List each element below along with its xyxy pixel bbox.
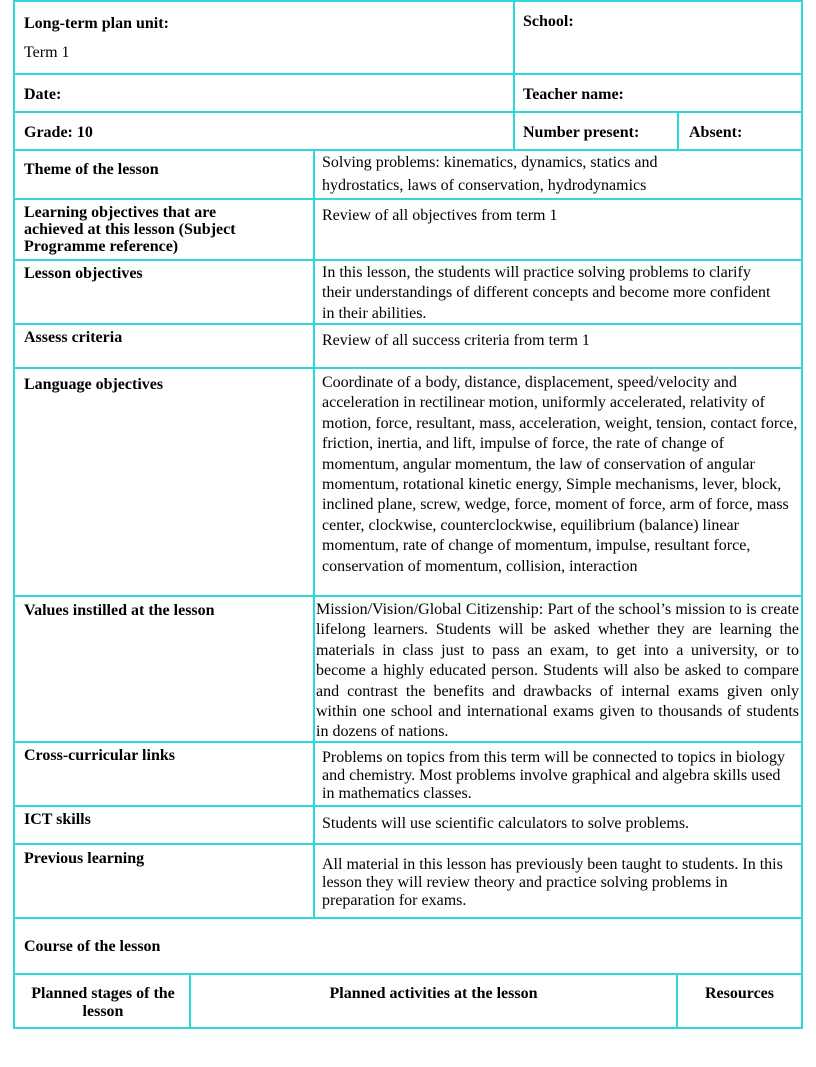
resources-header-cell (676, 973, 803, 1029)
cross-curricular-label: Cross-curricular links (24, 747, 175, 764)
teacher-cell (513, 73, 803, 113)
planned-activities-header-cell (189, 973, 678, 1029)
assess-criteria-value: Review of all success criteria from term 1 (322, 332, 590, 349)
lesson-objectives-label-cell (13, 259, 315, 325)
ict-skills-label-cell (13, 805, 315, 845)
values-value-cell (313, 595, 803, 743)
values-label: Values instilled at the lesson (24, 602, 215, 619)
theme-value-line2: hydrostatics, laws of conservation, hydrodynamics (322, 177, 647, 194)
previous-learning-label-cell (13, 843, 315, 919)
learning-objectives-label-cell (13, 198, 315, 261)
theme-label: Theme of the lesson (24, 161, 159, 178)
lesson-objectives-value: In this lesson, the students will practice solving problems to clarify their understandings of different concepts and become more confident in their abilities. (322, 264, 771, 322)
previous-learning-label: Previous learning (24, 850, 145, 867)
language-objectives-value: Coordinate of a body, distance, displacement, speed/velocity and acceleration in rectilinear motion, uniformly accelerated, relativity of motion, force, resultant, mass, acceleration, weight, tension, contact force, friction, inertia, and lift, impulse of force, the rate of change of momentum, angular momentum, the law of conservation of angular momentum, rotational kinetic energy, Simple mechanisms, lever, block, inclined plane, screw, wedge, force, moment of force, arm of force, mass center, clockwise, counterclockwise, equilibrium (balance) linear momentum, rate of change of momentum, impulse, resultant force, conservation of momentum, collision, interaction (322, 374, 798, 575)
cross-curricular-label-cell (13, 741, 315, 807)
planned-stages-header: Planned stages of the lesson (31, 985, 175, 1020)
learning-objectives-value: Review of all objectives from term 1 (322, 207, 558, 224)
long-term-plan-label: Long-term plan unit: (24, 15, 169, 32)
resources-header: Resources (704, 985, 775, 1002)
previous-learning-value-cell (313, 843, 803, 919)
assess-criteria-value-cell (313, 323, 803, 369)
assess-criteria-label-cell (13, 323, 315, 369)
cross-curricular-value: Problems on topics from this term will be connected to topics in biology and chemistry. Most problems involve graphical and algebra skills used in mathematics classes. (322, 749, 786, 802)
grade-label: Grade: 10 (24, 124, 93, 141)
course-title-cell (13, 917, 803, 975)
cross-curricular-value-cell (313, 741, 803, 807)
term-value: Term 1 (24, 44, 70, 61)
language-objectives-label: Language objectives (24, 376, 164, 393)
grade-cell (13, 111, 515, 151)
theme-label-cell (13, 149, 315, 200)
lesson-objectives-label: Lesson objectives (24, 265, 143, 282)
date-label: Date: (24, 86, 62, 103)
language-objectives-value-cell (313, 367, 803, 597)
language-objectives-label-cell (13, 367, 315, 597)
date-cell (13, 73, 515, 113)
long-term-plan-cell (13, 0, 515, 75)
ict-skills-value-cell (313, 805, 803, 845)
absent-cell (677, 111, 803, 151)
school-label: School: (523, 13, 574, 30)
absent-label: Absent: (689, 124, 743, 141)
values-label-cell (13, 595, 315, 743)
theme-value-cell (313, 149, 803, 200)
school-cell (513, 0, 803, 75)
planned-activities-header: Planned activities at the lesson (329, 985, 538, 1002)
teacher-label: Teacher name: (523, 86, 624, 103)
assess-criteria-label: Assess criteria (24, 329, 123, 346)
learning-objectives-label: Learning objectives that are achieved at this lesson (Subject Programme reference) (24, 204, 236, 255)
course-title: Course of the lesson (24, 938, 161, 955)
learning-objectives-value-cell (313, 198, 803, 261)
number-present-label: Number present: (523, 124, 640, 141)
theme-value-line1: Solving problems: kinematics, dynamics, statics and (322, 154, 658, 171)
previous-learning-value: All material in this lesson has previously been taught to students. In this lesson they will review theory and practice solving problems in preparation for exams. (322, 856, 783, 909)
values-value: Mission/Vision/Global Citizenship: Part of the school’s mission to is create lifelong learners. Students will be asked whether they are learning the materials in class just to pass an exam, to get into a university, or to become a highly educated person. Students will also be asked to compare and contrast the benefits and drawbacks of internal exams given only within one school and international exams given to thousands of students in dozens of nations. (316, 601, 799, 741)
lesson-objectives-value-cell (313, 259, 803, 325)
ict-skills-label: ICT skills (24, 811, 91, 828)
ict-skills-value: Students will use scientific calculators to solve problems. (322, 815, 690, 832)
number-present-cell (513, 111, 679, 151)
planned-stages-header-cell (13, 973, 191, 1029)
